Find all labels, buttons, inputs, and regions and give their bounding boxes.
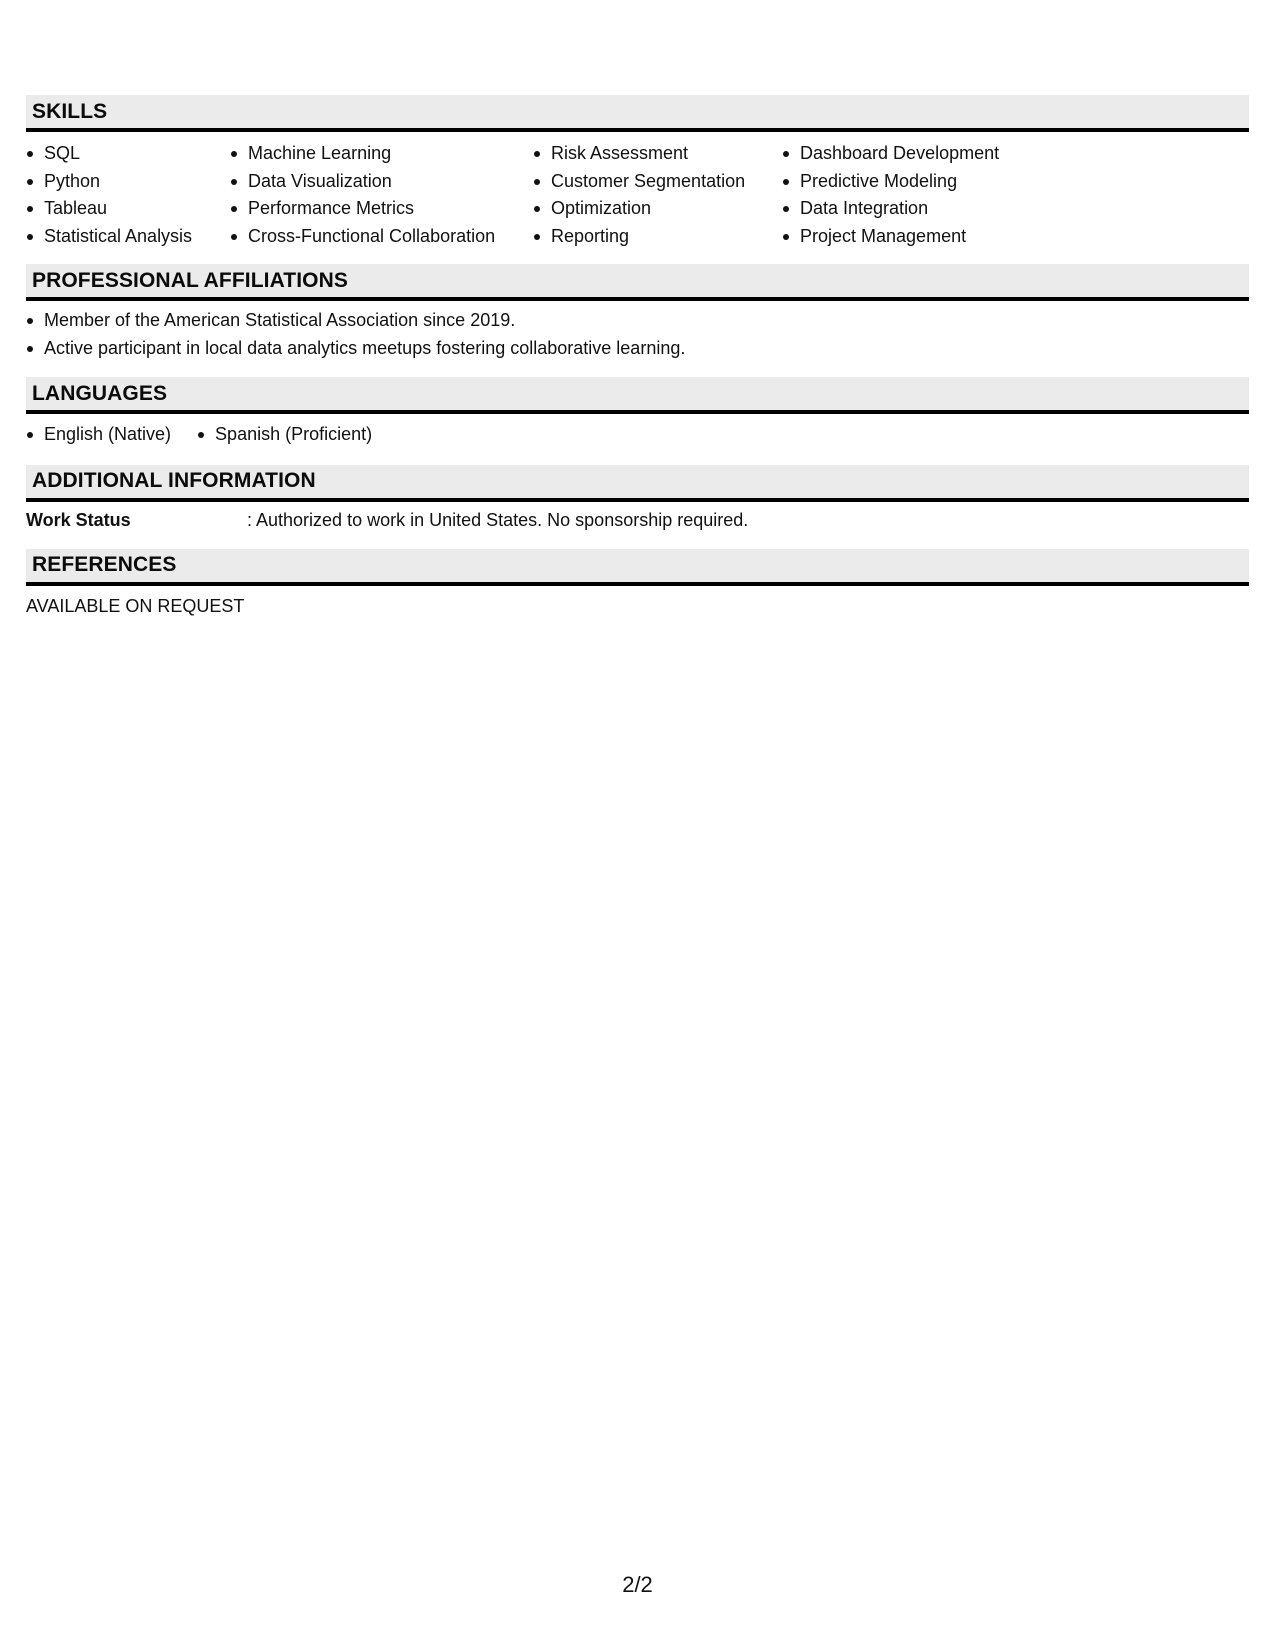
additional-info-section — [26, 465, 1249, 549]
skill-item: Cross-Functional Collaboration — [230, 223, 533, 251]
affiliations-list — [26, 301, 1249, 377]
additional-info-title: ADDITIONAL INFORMATION — [32, 469, 316, 492]
skill-item: Tableau — [26, 195, 230, 223]
skill-item: Performance Metrics — [230, 195, 533, 223]
affiliations-section — [26, 264, 1249, 377]
languages-section — [26, 377, 1249, 465]
skill-item: Risk Assessment — [533, 140, 782, 168]
references-section — [26, 549, 1249, 620]
languages-header — [26, 377, 1249, 414]
skills-title: SKILLS — [32, 99, 108, 123]
skill-item: Predictive Modeling — [782, 168, 1042, 196]
skills-column-3 — [533, 140, 782, 250]
skill-item: Python — [26, 168, 230, 196]
skill-item: SQL — [26, 140, 230, 168]
skills-column-4 — [782, 140, 1042, 250]
work-status-row — [26, 502, 1249, 549]
language-item: Spanish (Proficient) — [197, 421, 372, 449]
work-status-label: Work Status — [26, 509, 131, 530]
skills-header — [26, 95, 1249, 132]
skill-item: Reporting — [533, 223, 782, 251]
languages-title: LANGUAGES — [32, 381, 168, 405]
skill-item: Project Management — [782, 223, 1042, 251]
skill-item: Machine Learning — [230, 140, 533, 168]
affiliations-header — [26, 264, 1249, 301]
additional-info-header — [26, 465, 1249, 502]
skills-column-1 — [26, 140, 230, 250]
skill-item: Dashboard Development — [782, 140, 1042, 168]
skills-column-2 — [230, 140, 533, 250]
affiliation-item: Member of the American Statistical Association since 2019. — [26, 307, 1249, 335]
skill-item: Data Integration — [782, 195, 1042, 223]
skill-item: Statistical Analysis — [26, 223, 230, 251]
affiliations-title: PROFESSIONAL AFFILIATIONS — [32, 268, 348, 292]
skill-item: Optimization — [533, 195, 782, 223]
page-number: 2/2 — [622, 1572, 653, 1597]
language-item: English (Native) — [26, 421, 171, 449]
skills-section — [26, 95, 1249, 264]
skill-item: Data Visualization — [230, 168, 533, 196]
skill-item: Customer Segmentation — [533, 168, 782, 196]
languages-list — [26, 414, 1249, 465]
references-title: REFERENCES — [32, 553, 177, 576]
work-status-value: : Authorized to work in United States. No sponsorship required. — [247, 509, 749, 530]
affiliation-item: Active participant in local data analytics meetups fostering collaborative learning. — [26, 335, 1249, 363]
resume-page — [26, 95, 1249, 620]
references-text: AVAILABLE ON REQUEST — [26, 595, 245, 616]
references-header — [26, 549, 1249, 586]
skills-grid — [26, 132, 1249, 264]
